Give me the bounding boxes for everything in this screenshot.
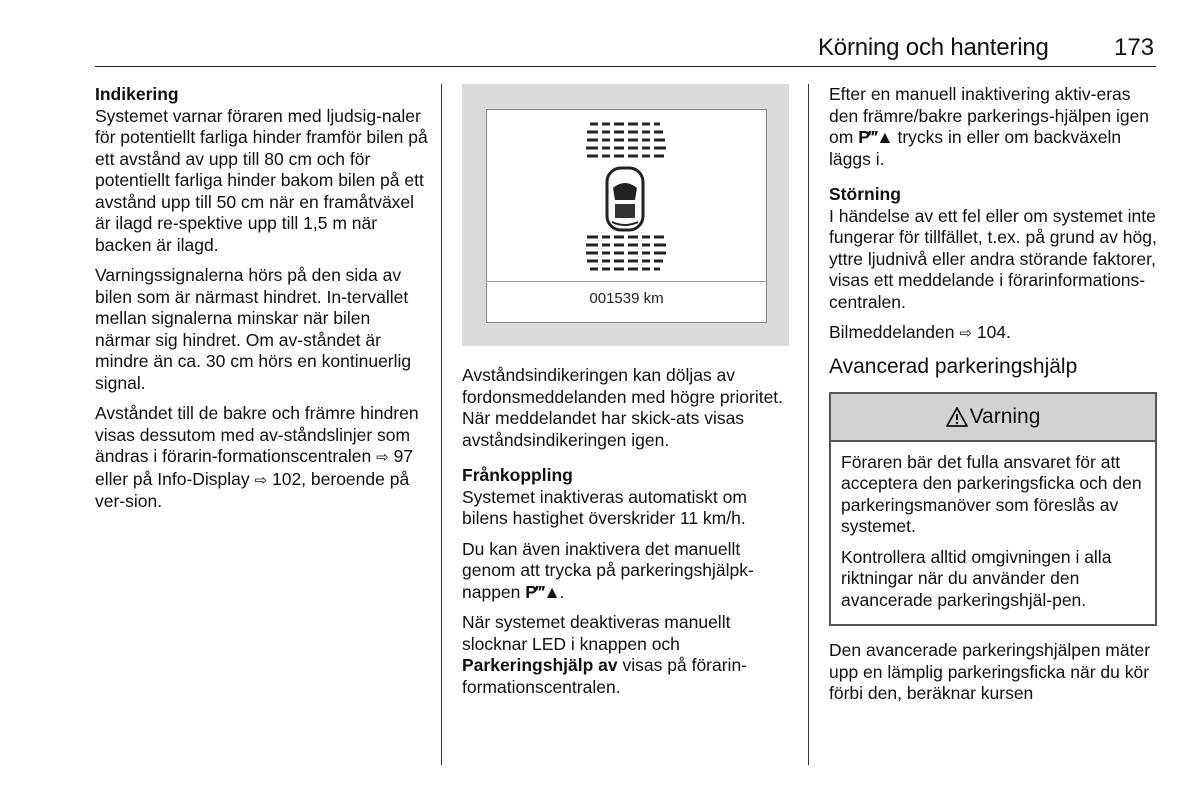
paragraph-aktivering — [829, 84, 1159, 170]
warning-box — [829, 392, 1157, 627]
heading-frankoppling: Frånkoppling — [462, 465, 573, 485]
page-ref-arrow-icon: ⇨ — [254, 471, 268, 489]
warning-title: Varning — [969, 404, 1041, 428]
odometer-reading: 001539 km — [589, 290, 664, 307]
text-segment: Bilmeddelanden — [829, 322, 955, 342]
text-segment: 97 eller på Info-Display — [95, 446, 414, 489]
heading-indikering: Indikering — [95, 84, 179, 104]
paragraph-avancerad-parkeringshjalp: Den avancerade parkeringshjälpen mäter upp en lämplig parkeringsficka när du kör förbi den, beräknar kursen — [829, 640, 1151, 703]
text-segment: Avståndet till de bakre och främre hindren visas dessutom med av-ståndslinjer som ändras i förarin-formationscentralen — [95, 403, 419, 466]
text-segment: . — [559, 581, 565, 602]
parkeringshjalp-av-label: Parkeringshjälp av — [462, 655, 618, 675]
paragraph-indikering-2: Varningssignalerna hörs på den sida av bilen som är närmast hindret. In-tervallet mellan signalerna minskar när bilen närmar sig hindret. Om av-ståndet är mindre än ca. 30 cm hörs en kontinuerlig signal. — [95, 265, 412, 393]
warning-triangle-icon — [946, 407, 968, 427]
text-segment: Du kan även inaktivera det manuellt genom att trycka på parkeringshjälpk-nappen — [462, 538, 754, 602]
page-number: 173 — [1114, 34, 1155, 61]
paragraph-frankoppling-1: Systemet inaktiveras automatiskt om bilens hastighet överskrider 11 km/h. — [462, 486, 747, 528]
heading-storning: Störning — [829, 184, 901, 204]
warning-body — [831, 442, 1155, 625]
paragraph-bilmeddelanden — [829, 322, 1159, 345]
text-segment: Efter en manuell inaktivering aktiv-eras den främre/bakre parkerings-hjälpen igen om — [829, 84, 1150, 147]
warning-header — [831, 394, 1155, 442]
page-header-title: Körning och hantering — [818, 34, 1049, 61]
paragraph-frankoppling-2 — [462, 539, 797, 604]
text-segment: 104. — [976, 322, 1011, 342]
paragraph-storning: I händelse av ett fel eller om systemet inte fungerar för tillfället, t.ex. på grund av hög, yttre ljudnivå eller andra störande faktorer, visas ett meddelande i förarinformations-centralen. — [829, 205, 1157, 312]
warning-paragraph-1: Föraren bär det fulla ansvaret för att acceptera den parkeringsficka och den parkeringsmanöver som föreslås av systemet. — [841, 451, 1142, 536]
parking-button-icon: P‴▲ — [525, 581, 560, 602]
page-ref-arrow-icon: ⇨ — [376, 449, 389, 466]
text-segment: trycks in eller om backväxeln läggs i. — [829, 127, 1122, 169]
paragraph-avstandsindikering: Avståndsindikeringen kan döljas av fordonsmeddelanden med högre prioritet. När meddelandet har skick-ats visas avståndsindikeringen igen. — [462, 365, 784, 450]
text-segment: När systemet deaktiveras manuellt slocknar LED i knappen och — [462, 612, 731, 654]
section-heading-avancerad-parkeringshjalp: Avancerad parkeringshjälp — [829, 354, 1078, 378]
warning-paragraph-2: Kontrollera alltid omgivningen i alla riktningar när du använder den avancerade parkeringshjäl-pen. — [841, 546, 1112, 610]
paragraph-frankoppling-3 — [462, 612, 797, 698]
display-divider — [486, 281, 767, 282]
page-ref-arrow-icon: ⇨ — [959, 325, 972, 342]
parking-button-icon: P‴▲ — [858, 127, 893, 147]
column-3 — [829, 84, 1159, 714]
column-2 — [462, 365, 797, 707]
text-segment: 102, beroende på ver-sion. — [95, 468, 410, 511]
text-segment: visas på förarin-formationscentralen. — [462, 655, 748, 697]
paragraph-indikering-1: Systemet varnar föraren med ljudsig-naler för potentiellt farliga hinder framför bilen på ett avstånd av upp till 80 cm och för potentiellt farliga hinder bakom bilen på ett avstånd upp till 50 cm när en framåtväxel är ilagd re-spektive upp till 1,5 m när backen är ilagd. — [95, 105, 428, 255]
